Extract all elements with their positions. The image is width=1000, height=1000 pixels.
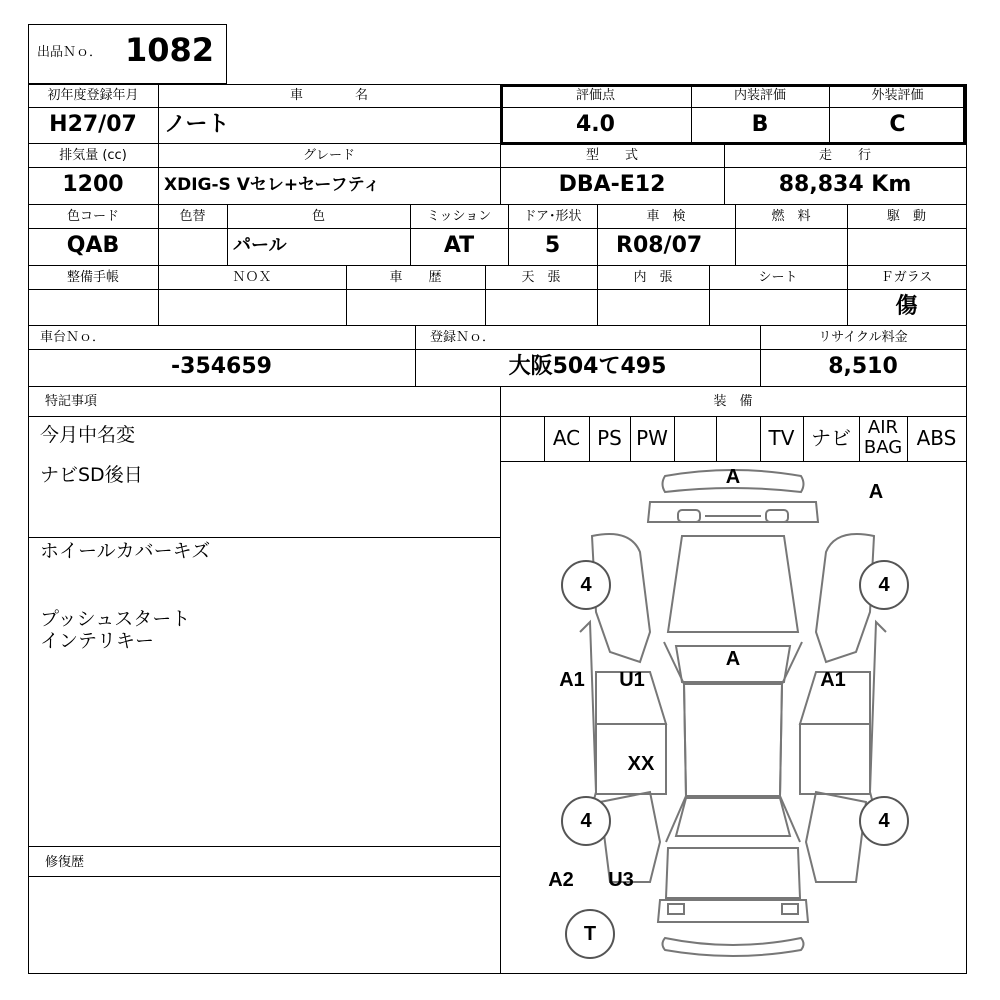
chassis-label: 車台Ｎｏ． xyxy=(40,330,106,345)
tire-rear-left: 4 xyxy=(561,796,611,846)
mark-roof: A xyxy=(725,648,741,670)
lot-number: 1082 xyxy=(125,31,215,69)
reg-value: 大阪504て495 xyxy=(508,354,667,379)
mission-value: AT xyxy=(443,233,475,258)
mark-left-pillar: U1 xyxy=(619,669,645,691)
mark-front-bumper: A xyxy=(725,466,741,488)
note-line-2: ナビSD後日 xyxy=(40,464,143,486)
grade-value: XDIG-S Vセレ+セーフティ xyxy=(164,175,381,195)
repair-label: 修復歴 xyxy=(45,855,85,870)
car-name-label: 車 名 xyxy=(289,88,368,103)
seat-label: シート xyxy=(758,270,798,285)
note-line-4: プッシュスタート インテリキー xyxy=(40,608,191,652)
equipment-label: 装 備 xyxy=(713,394,753,409)
inspection-value: R08/07 xyxy=(616,233,703,258)
maintenance-value xyxy=(28,290,158,324)
interior-label: 内装評価 xyxy=(733,88,786,103)
history-value xyxy=(346,290,485,324)
note-line-3: ホイールカバーキズ xyxy=(40,540,211,562)
history-label: 車 歴 xyxy=(389,270,442,285)
mission-label: ミッション xyxy=(426,209,492,224)
recycle-label: リサイクル料金 xyxy=(818,330,908,345)
maintenance-label: 整備手帳 xyxy=(66,270,119,285)
nox-label: ＮＯＸ xyxy=(232,270,272,285)
recycle-value: 8,510 xyxy=(828,354,898,379)
model-value: DBA-E12 xyxy=(558,172,666,197)
inspection-label: 車 検 xyxy=(646,209,686,224)
grade-label: グレード xyxy=(302,148,355,163)
drive-label: 駆 動 xyxy=(886,209,926,224)
color-label: 色 xyxy=(311,209,325,224)
roof-value xyxy=(485,290,597,324)
roof-label: 天 張 xyxy=(521,270,561,285)
mark-right-side: A1 xyxy=(820,669,846,691)
equip-abs: ABS xyxy=(916,426,957,450)
mark-left-side: A1 xyxy=(559,669,585,691)
equip-tv: TV xyxy=(768,426,795,450)
fuel-label: 燃 料 xyxy=(771,209,811,224)
displacement-label: 排気量 (cc) xyxy=(59,148,127,163)
drive-value xyxy=(847,229,966,263)
tire-front-right: 4 xyxy=(859,560,909,610)
color-value: パール xyxy=(233,235,287,256)
mileage-value: 88,834 Km xyxy=(778,172,912,197)
score-value: 4.0 xyxy=(576,112,615,137)
equip-airbag: AIR BAG xyxy=(863,417,903,458)
exterior-value: C xyxy=(889,112,906,137)
mark-left-door: XX xyxy=(627,753,655,775)
inner-label: 内 張 xyxy=(633,270,673,285)
car-diagram xyxy=(500,462,966,974)
equip-pw: PW xyxy=(636,426,668,450)
color-code-label: 色コード xyxy=(66,209,119,224)
note-line-1: 今月中名変 xyxy=(40,424,136,446)
door-value: 5 xyxy=(544,233,561,258)
equip-ps: PS xyxy=(597,426,622,450)
equip-slot-5 xyxy=(716,416,760,460)
mark-rear-left-panel: U3 xyxy=(608,869,634,891)
tire-front-left: 4 xyxy=(561,560,611,610)
reg-label: 登録Ｎｏ． xyxy=(430,330,496,345)
first-reg-value: H27/07 xyxy=(49,112,137,137)
car-name-value: ノート xyxy=(164,112,230,137)
door-label: ドア･形状 xyxy=(523,209,582,224)
displacement-value: 1200 xyxy=(62,172,124,197)
equip-slot-4 xyxy=(674,416,716,460)
chassis-value: -354659 xyxy=(171,354,272,379)
exterior-label: 外装評価 xyxy=(871,88,924,103)
mark-front-right: A xyxy=(868,481,884,503)
nox-value xyxy=(158,290,346,324)
seat-value xyxy=(709,290,847,324)
model-label: 型 式 xyxy=(585,148,638,163)
lot-box xyxy=(28,24,227,84)
equip-slot-0 xyxy=(500,416,544,460)
mark-rear-left: A2 xyxy=(548,869,574,891)
equip-ac: AC xyxy=(552,426,581,450)
color-code-value: QAB xyxy=(66,233,120,258)
notes-label: 特記事項 xyxy=(45,394,98,409)
tire-rear-right: 4 xyxy=(859,796,909,846)
interior-value: B xyxy=(751,112,769,137)
repaint-value xyxy=(158,229,227,263)
fuel-value xyxy=(735,229,847,263)
spare-tire: T xyxy=(565,909,615,959)
fglass-value: 傷 xyxy=(895,294,918,319)
equip-navi: ナビ xyxy=(811,426,851,450)
inner-value xyxy=(597,290,709,324)
lot-label: 出品Ｎｏ． xyxy=(37,45,103,60)
repaint-label: 色替 xyxy=(179,209,206,224)
mileage-label: 走 行 xyxy=(818,148,871,163)
fglass-label: Ｆガラス xyxy=(880,270,933,285)
score-label: 評価点 xyxy=(575,88,615,103)
first-reg-label: 初年度登録年月 xyxy=(47,88,139,103)
